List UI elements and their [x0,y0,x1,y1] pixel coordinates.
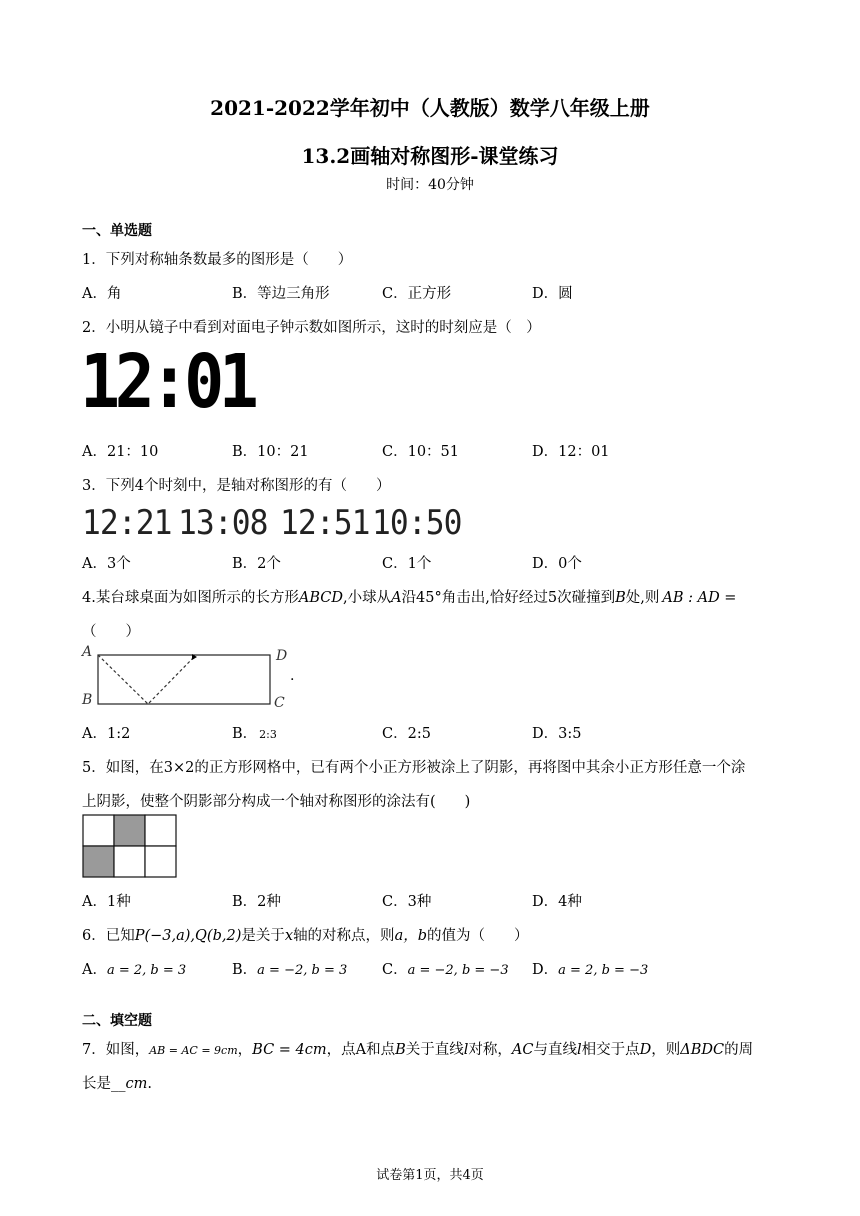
page-footer: 试卷第1页，共4页 [376,1168,484,1183]
q5-option-b: B．2种 [232,894,281,910]
section-fill-blank: 二、填空题 [82,1013,152,1029]
clock-time-1: 12:21 [82,503,172,543]
q6-option-b-label: B． [232,962,258,978]
grid-cell [145,815,176,846]
q6-text-b: 是关于 [241,928,285,944]
q6-option-d [532,958,648,979]
q2-option-d: D．12：01 [532,444,610,460]
q1-option-d: D．圆 [532,286,573,302]
q4-option-a: A．1:2 [82,726,131,742]
q7-math-bc: BC = 4cm [252,1042,327,1058]
q3-option-d: D．0个 [532,556,582,572]
clock-time-4: 10:50 [372,503,462,543]
billiard-table-figure [80,646,300,712]
q4-rect-name: ABCD [298,590,343,606]
q5-option-a: A．1种 [82,894,131,910]
q6-text-d: 的值为（ ） [427,928,529,944]
q6-option-b-value: a = −2, b = 3 [257,963,348,978]
q7-text-g: 相交于点 [581,1042,640,1058]
q7-text-f: 与直线 [533,1042,577,1058]
q7-text-c: ，点A和点 [326,1042,396,1058]
q4-option-b [232,722,277,743]
q6-option-a-label: A． [82,962,107,978]
q6-text-c: 轴的对称点，则 [293,928,395,944]
q1-option-b: B．等边三角形 [232,286,330,302]
q2-option-b: B．10：21 [232,444,309,460]
q3-option-b: B．2个 [232,556,281,572]
q7-point-b: B [395,1042,406,1058]
grid-cell [114,815,145,846]
section-single-choice: 一、单选题 [82,223,152,239]
question-5-stem-line2: 上阴影，使整个阴影部分构成一个轴对称图形的涂法有( ) [82,794,471,810]
q6-option-b [232,958,347,979]
q7-unit: cm [125,1076,148,1092]
q7-text-d: 关于直线 [405,1042,464,1058]
q7-text-i: 的周 [724,1042,754,1058]
question-1-stem: 1．下列对称轴条数最多的图形是（ ） [82,252,353,268]
time-limit: 时间：40分钟 [386,177,474,193]
mirrored-clock-figure: 12:01 [80,339,254,425]
q7-blank: 长是__ [82,1076,126,1092]
q4-text-d: 处,则 [625,590,660,606]
q4-option-c: C．2:5 [382,726,431,742]
q3-option-a: A．3个 [82,556,131,572]
q1-option-c: C．正方形 [382,286,452,302]
q5-option-d: D．4种 [532,894,582,910]
page-subtitle: 13.2画轴对称图形-课堂练习 [301,144,559,168]
question-4-stem [82,586,736,607]
q7-math-ac: AC [511,1042,534,1058]
label-c: C [274,695,285,711]
q7-text-e: 对称， [468,1042,512,1058]
q7-text-h: ，则 [651,1042,681,1058]
q4-option-d: D．3:5 [532,726,582,742]
question-4-stem-line2: （ ） [82,624,140,640]
q6-option-d-label: D． [532,962,559,978]
q7-text-a: 7．如图， [82,1042,150,1058]
q7-line-l2: l [576,1042,582,1058]
q4-figure-period: . [290,668,295,684]
grid-cell [114,846,145,877]
q2-option-a: A．21：10 [82,444,159,460]
q6-points: P(−3,a),Q(b,2) [134,928,242,944]
q7-period: . [147,1076,152,1092]
label-b: B [82,692,93,708]
q6-text-a: 6．已知 [82,928,135,944]
q4-point-a: A [391,590,402,606]
q1-option-a: A．角 [82,286,122,302]
label-a: A [82,644,93,660]
question-6-stem [82,924,529,945]
q7-math-ab-ac: AB = AC = 9cm [149,1044,238,1057]
q4-option-b-label: B． [232,726,258,742]
q7-triangle: ΔBDC [680,1042,725,1058]
page-title: 2021-2022学年初中（人教版）数学八年级上册 [210,96,650,120]
q3-option-c: C．1个 [382,556,432,572]
question-7-stem-line2 [82,1072,152,1093]
q6-option-c-label: C． [382,962,408,978]
q6-vars: a，b [394,928,427,944]
grid-cell [145,846,176,877]
question-7-stem [82,1038,753,1059]
q4-point-b: B [615,590,626,606]
question-2-stem: 2．小明从镜子中看到对面电子钟示数如图所示，这时的时刻应是（ ） [82,320,541,336]
q4-text-c: 沿45°角击出,恰好经过5次碰撞到 [401,590,616,606]
grid-cell [83,815,114,846]
q6-option-a-value: a = 2, b = 3 [106,963,187,978]
label-d: D [276,648,288,664]
clock-time-3: 12:51 [280,503,370,543]
question-5-stem: 5．如图，在3×2的正方形网格中，已有两个小正方形被涂上了阴影，再将图中其余小正方形任意一个涂 [82,760,746,776]
q5-option-c: C．3种 [382,894,432,910]
ball-path [98,655,194,704]
q6-option-c-value: a = −2, b = −3 [407,963,509,978]
grid-cell [83,846,114,877]
q4-ratio: AB : AD = [662,590,737,606]
q7-point-d: D [639,1042,652,1058]
q4-text-b: ,小球从 [342,590,392,606]
clock-time-2: 13:08 [178,503,268,543]
question-3-stem: 3．下列4个时刻中，是轴对称图形的有（ ） [82,478,391,494]
q7-text-b: ， [237,1042,253,1058]
q6-axis: x [284,928,294,944]
square-grid-figure [83,815,176,877]
q2-option-c: C．10：51 [382,444,459,460]
q6-option-d-value: a = 2, b = −3 [558,963,649,978]
q4-text-a: 4.某台球桌面为如图所示的长方形 [82,590,299,606]
q6-option-a [82,958,186,979]
q4-option-b-value: 2:3 [259,728,277,741]
q6-option-c [382,958,509,979]
q7-line-l: l [463,1042,469,1058]
